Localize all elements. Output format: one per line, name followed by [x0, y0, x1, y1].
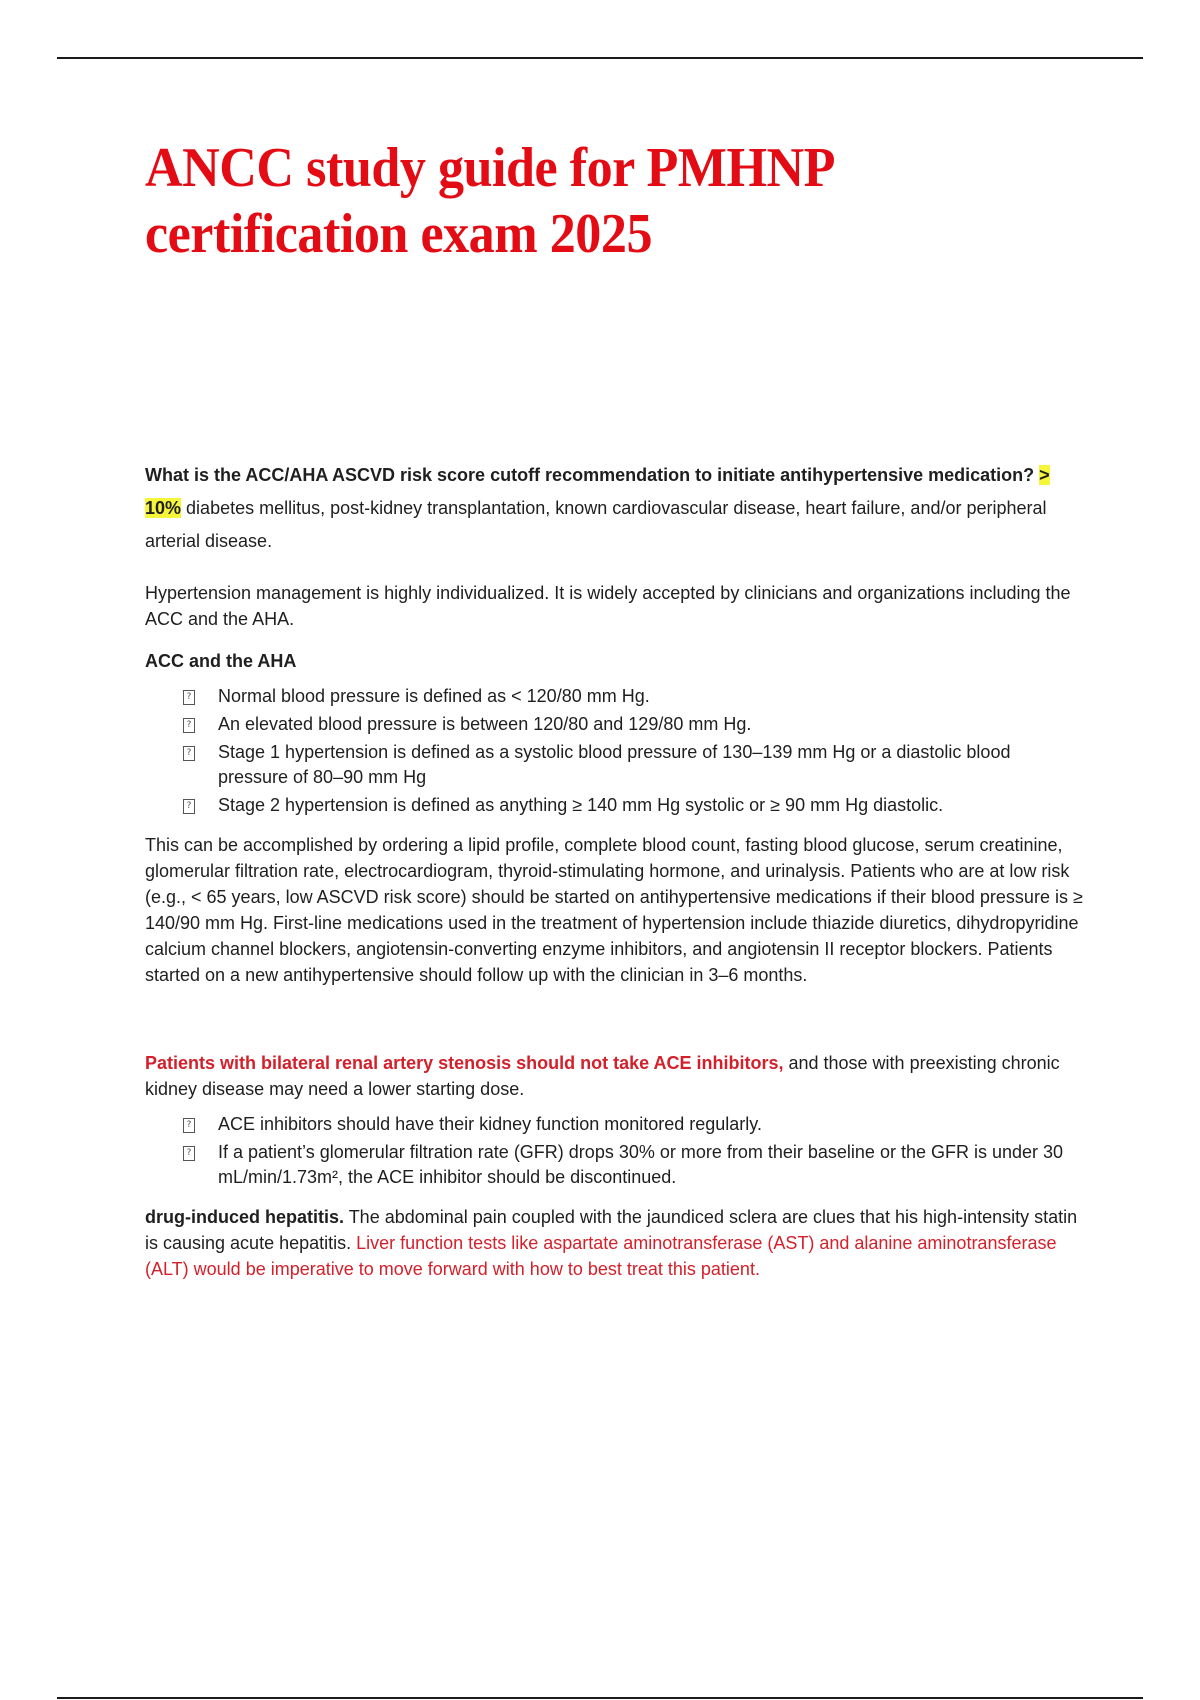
missing-glyph-icon: ?	[183, 799, 195, 814]
missing-glyph-icon: ?	[183, 1146, 195, 1161]
list-item	[183, 1140, 1085, 1190]
hepatitis-term: drug-induced hepatitis.	[145, 1207, 345, 1227]
list-item-text: Stage 2 hypertension is defined as anything ≥ 140 mm Hg systolic or ≥ 90 mm Hg diastolic.	[218, 795, 944, 815]
missing-glyph-icon: ?	[183, 690, 195, 705]
list-item	[183, 793, 1085, 818]
management-paragraph: Hypertension management is highly individualized. It is widely accepted by clinicians and organizations including the ACC and the AHA.	[145, 583, 1071, 629]
question-text: What is the ACC/AHA ASCVD risk score cutoff recommendation to initiate antihypertensive medication?	[145, 465, 1035, 485]
hepatitis-paragraph	[145, 1204, 1085, 1282]
hepatitis-lft-text: Liver function tests like aspartate aminotransferase (AST) and alanine aminotransferase (ALT) would be imperative to move forward with how to best treat this patient.	[145, 1233, 1057, 1279]
answer-highlight: > 10%	[145, 465, 1050, 518]
list-item	[183, 712, 1085, 737]
list-item	[183, 684, 1085, 709]
answer-details: diabetes mellitus, post-kidney transplantation, known cardiovascular disease, heart failure, and/or peripheral arterial disease.	[145, 498, 1047, 551]
missing-glyph-icon: ?	[183, 718, 195, 733]
workup-paragraph: This can be accomplished by ordering a lipid profile, complete blood count, fasting blood glucose, serum creatinine, glomerular filtration rate, electrocardiogram, thyroid-stimulating hormone, and urinalysis. Patients who are at low risk (e.g., < 65 years, low ASCVD risk score) should be started on antihypertensive medications if their blood pressure is ≥ 140/90 mm Hg. First-line medications used in the treatment of hypertension include thiazide diuretics, dihydropyridine calcium channel blockers, angiotensin-converting enzyme inhibitors, and angiotensin II receptor blockers. Patients started on a new antihypertensive should follow up with the clinician in 3–6 months.	[145, 835, 1083, 985]
top-rule	[57, 57, 1143, 59]
missing-glyph-icon: ?	[183, 1118, 195, 1133]
ace-monitoring-list	[145, 1112, 1085, 1190]
ace-paragraph-text: and those with preexisting chronic kidney disease may need a lower starting dose.	[145, 1053, 1060, 1099]
list-item-text: ACE inhibitors should have their kidney function monitored regularly.	[218, 1114, 762, 1134]
list-item-text: Normal blood pressure is defined as < 120/80 mm Hg.	[218, 686, 650, 706]
acc-aha-heading: ACC and the AHA	[145, 651, 297, 671]
list-item	[183, 1112, 1085, 1137]
document-title: ANCC study guide for PMHNP certification exam 2025	[145, 137, 833, 265]
list-item-text: Stage 1 hypertension is defined as a systolic blood pressure of 130–139 mm Hg or a diastolic blood pressure of 80–90 mm Hg	[218, 742, 1011, 787]
missing-glyph-icon: ?	[183, 746, 195, 761]
bp-definitions-list	[145, 684, 1085, 818]
bottom-rule	[57, 1697, 1143, 1699]
ace-warning-text: Patients with bilateral renal artery stenosis should not take ACE inhibitors,	[145, 1053, 784, 1073]
list-item-text: If a patient’s glomerular filtration rate (GFR) drops 30% or more from their baseline or the GFR is under 30 mL/min/1.73m², the ACE inhibitor should be discontinued.	[218, 1142, 1064, 1187]
document-body	[145, 135, 1085, 1282]
question-paragraph	[145, 459, 1085, 558]
hepatitis-text: The abdominal pain coupled with the jaundiced sclera are clues that his high-intensity statin is causing acute hepatitis.	[145, 1207, 1078, 1253]
ace-paragraph	[145, 1050, 1085, 1102]
list-item-text: An elevated blood pressure is between 120/80 and 129/80 mm Hg.	[218, 714, 752, 734]
list-item	[183, 740, 1085, 790]
